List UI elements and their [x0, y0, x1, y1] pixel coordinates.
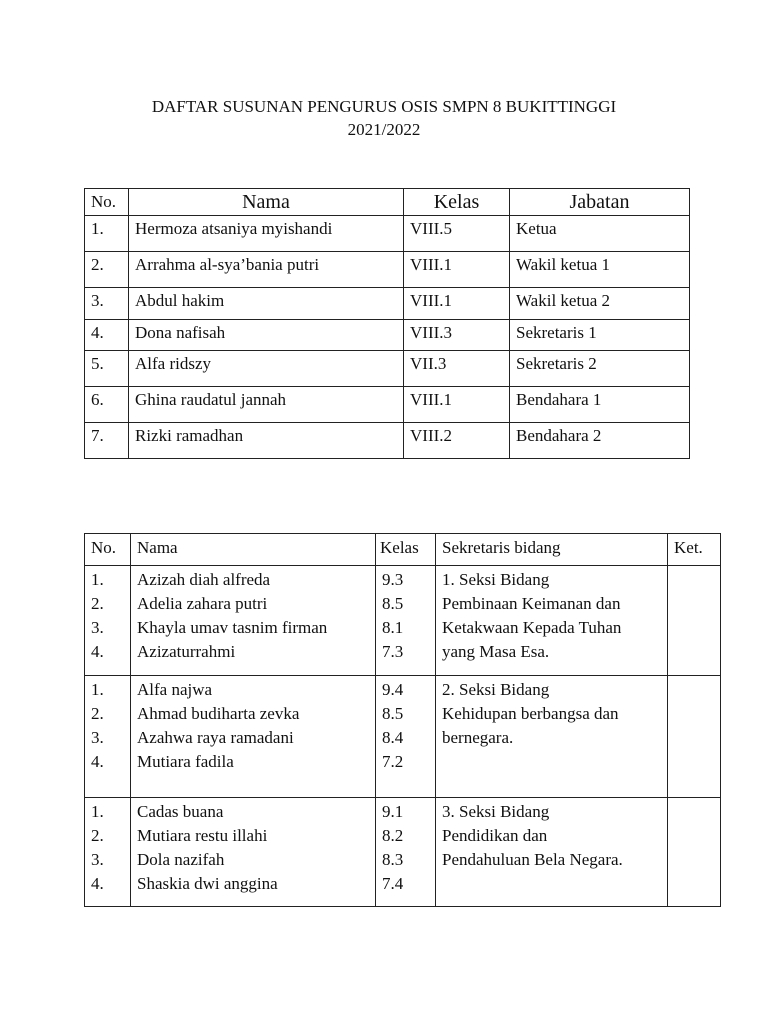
cell-no: 6. — [85, 387, 129, 423]
cell-nama-line: Cadas buana — [137, 802, 224, 821]
cell-nama-line: Adelia zahara putri — [137, 594, 268, 613]
cell-no: 2. — [85, 252, 129, 288]
cell-kelas-line: 9.3 — [382, 570, 404, 589]
table-row — [85, 216, 690, 252]
header-kelas: Kelas — [404, 189, 510, 216]
cell-kelas — [376, 676, 436, 798]
table-row — [85, 676, 721, 798]
cell-nama-line: Shaskia dwi anggina — [137, 874, 278, 893]
cell-jabatan: Bendahara 1 — [510, 387, 690, 423]
pengurus-inti-table — [84, 188, 690, 459]
cell-jabatan: Sekretaris 2 — [510, 351, 690, 387]
cell-nama: Dona nafisah — [129, 320, 404, 351]
cell-ket — [668, 676, 721, 798]
document-title: DAFTAR SUSUNAN PENGURUS OSIS SMPN 8 BUKITTINGGI — [151, 97, 617, 116]
cell-kelas-line: 8.4 — [382, 728, 404, 747]
cell-jabatan: Wakil ketua 1 — [510, 252, 690, 288]
cell-kelas: VIII.1 — [404, 387, 510, 423]
cell-sekretaris-bidang — [436, 798, 668, 907]
header-kelas: Kelas — [376, 534, 436, 566]
cell-nama: Rizki ramadhan — [129, 423, 404, 459]
cell-no-line: 3. — [91, 728, 104, 747]
cell-kelas: VIII.1 — [404, 288, 510, 320]
cell-no: 4. — [85, 320, 129, 351]
table-row — [85, 351, 690, 387]
cell-kelas: VIII.5 — [404, 216, 510, 252]
cell-nama — [131, 676, 376, 798]
cell-nama-line: Azahwa raya ramadani — [137, 728, 294, 747]
cell-no-line: 4. — [91, 642, 104, 661]
cell-kelas-line: 8.5 — [382, 704, 404, 723]
cell-sekretaris-bidang-line: 1. Seksi Bidang — [442, 570, 550, 589]
cell-sekretaris-bidang-line: Pendidikan dan — [442, 826, 548, 845]
header-sekretaris-bidang: Sekretaris bidang — [436, 534, 668, 566]
table-header-row — [85, 534, 721, 566]
cell-no: 3. — [85, 288, 129, 320]
cell-no-line: 3. — [91, 618, 104, 637]
cell-kelas-line: 7.2 — [382, 752, 404, 771]
cell-nama-line: Azizah diah alfreda — [137, 570, 271, 589]
cell-no-line: 4. — [91, 752, 104, 771]
cell-kelas-line: 9.1 — [382, 802, 404, 821]
cell-nama: Abdul hakim — [129, 288, 404, 320]
cell-sekretaris-bidang-line: yang Masa Esa. — [442, 642, 550, 661]
cell-no-line: 3. — [91, 850, 104, 869]
cell-nama: Hermoza atsaniya myishandi — [129, 216, 404, 252]
cell-sekretaris-bidang-line: 2. Seksi Bidang — [442, 680, 550, 699]
cell-nama-line: Alfa najwa — [137, 680, 213, 699]
cell-sekretaris-bidang — [436, 676, 668, 798]
cell-nama — [131, 566, 376, 676]
cell-kelas: VIII.2 — [404, 423, 510, 459]
cell-kelas — [376, 566, 436, 676]
cell-no-line: 1. — [91, 570, 104, 589]
cell-kelas-line: 9.4 — [382, 680, 404, 699]
cell-no-line: 2. — [91, 826, 104, 845]
header-ket: Ket. — [668, 534, 721, 566]
header-no: No. — [85, 189, 129, 216]
cell-no-line: 2. — [91, 704, 104, 723]
cell-ket — [668, 798, 721, 907]
table-header-row — [85, 189, 690, 216]
cell-nama: Alfa ridszy — [129, 351, 404, 387]
cell-nama-line: Mutiara fadila — [137, 752, 234, 771]
cell-kelas-line: 8.1 — [382, 618, 404, 637]
cell-kelas: VII.3 — [404, 351, 510, 387]
cell-kelas — [376, 798, 436, 907]
cell-sekretaris-bidang-line: bernegara. — [442, 728, 514, 747]
cell-kelas: VIII.3 — [404, 320, 510, 351]
table-row — [85, 566, 721, 676]
cell-no: 1. — [85, 216, 129, 252]
cell-kelas-line: 8.3 — [382, 850, 404, 869]
cell-kelas: VIII.1 — [404, 252, 510, 288]
cell-no — [85, 566, 131, 676]
table-row — [85, 288, 690, 320]
cell-nama-line: Ahmad budiharta zevka — [137, 704, 300, 723]
table-row — [85, 387, 690, 423]
cell-nama-line: Khayla umav tasnim firman — [137, 618, 328, 637]
cell-nama-line: Azizaturrahmi — [137, 642, 236, 661]
cell-nama: Ghina raudatul jannah — [129, 387, 404, 423]
cell-no-line: 4. — [91, 874, 104, 893]
cell-sekretaris-bidang-line: 3. Seksi Bidang — [442, 802, 550, 821]
cell-no-line: 1. — [91, 802, 104, 821]
cell-nama: Arrahma al-sya’bania putri — [129, 252, 404, 288]
cell-no — [85, 798, 131, 907]
cell-kelas-line: 8.5 — [382, 594, 404, 613]
cell-nama-line: Mutiara restu illahi — [137, 826, 268, 845]
document-year: 2021/2022 — [347, 120, 421, 139]
cell-kelas-line: 7.4 — [382, 874, 404, 893]
header-nama: Nama — [131, 534, 376, 566]
cell-nama-line: Dola nazifah — [137, 850, 225, 869]
cell-sekretaris-bidang-line: Pembinaan Keimanan dan — [442, 594, 621, 613]
cell-no — [85, 676, 131, 798]
table-row — [85, 252, 690, 288]
cell-sekretaris-bidang-line: Kehidupan berbangsa dan — [442, 704, 619, 723]
header-jabatan: Jabatan — [510, 189, 690, 216]
sekretaris-bidang-table — [84, 533, 721, 907]
header-no: No. — [85, 534, 131, 566]
cell-nama — [131, 798, 376, 907]
cell-no: 5. — [85, 351, 129, 387]
table-row — [85, 423, 690, 459]
cell-jabatan: Ketua — [510, 216, 690, 252]
cell-jabatan: Sekretaris 1 — [510, 320, 690, 351]
cell-kelas-line: 7.3 — [382, 642, 404, 661]
cell-sekretaris-bidang — [436, 566, 668, 676]
cell-no-line: 2. — [91, 594, 104, 613]
header-nama: Nama — [129, 189, 404, 216]
cell-jabatan: Wakil ketua 2 — [510, 288, 690, 320]
cell-kelas-line: 8.2 — [382, 826, 404, 845]
cell-sekretaris-bidang-line: Pendahuluan Bela Negara. — [442, 850, 623, 869]
cell-jabatan: Bendahara 2 — [510, 423, 690, 459]
table-row — [85, 320, 690, 351]
table-row — [85, 798, 721, 907]
cell-no: 7. — [85, 423, 129, 459]
cell-ket — [668, 566, 721, 676]
cell-sekretaris-bidang-line: Ketakwaan Kepada Tuhan — [442, 618, 622, 637]
cell-no-line: 1. — [91, 680, 104, 699]
